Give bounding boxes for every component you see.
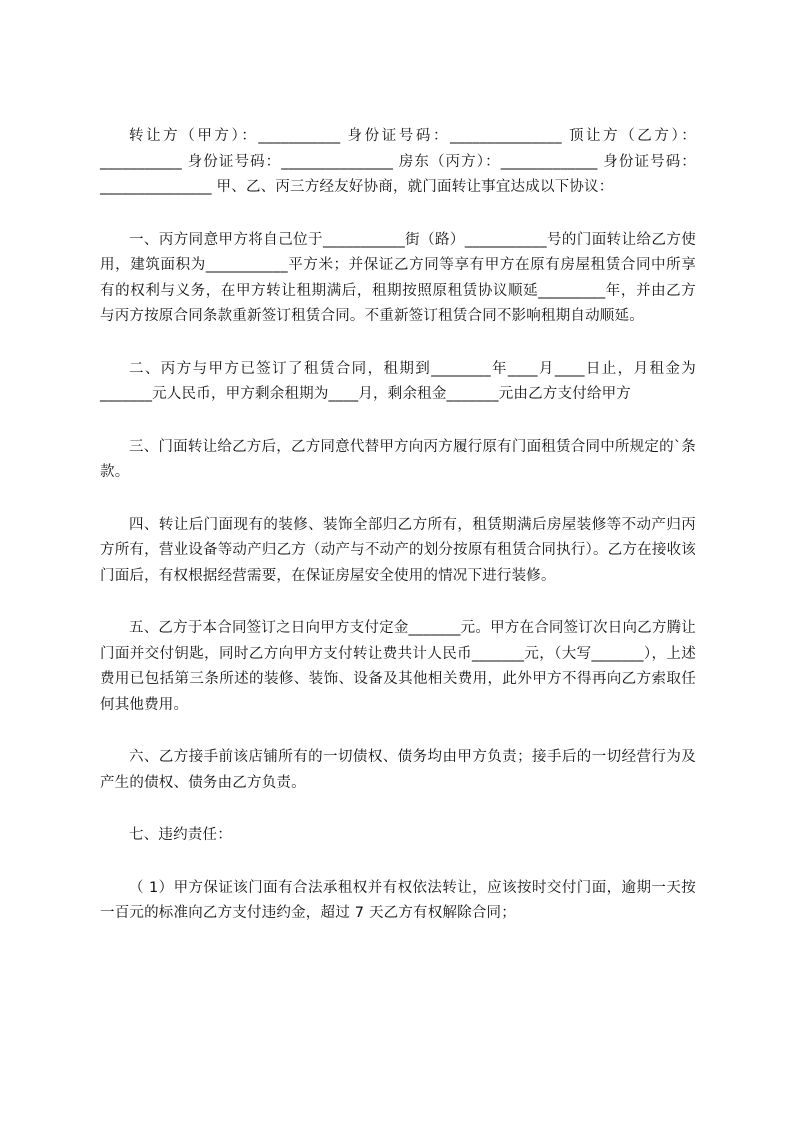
- parties-paragraph: 转让方（甲方）：___________ 身份证号码：_______________ 顶让方（乙方）：___________ 身份证号码：_______________ 房东（丙方）：_____________ 身份证号码：_______________ 甲、乙、丙三方经友好协商，就门面转让事宜达成以下协议：: [100, 128, 696, 195]
- clause-7-item-1: （ 1）甲方保证该门面有合法承租权并有权依法转让，应该按时交付门面，逾期一天按一百元的标准向乙方支付违约金，超过 7 天乙方有权解除合同；: [100, 879, 696, 921]
- clause-6: 六、乙方接手前该店铺所有的一切债权、债务均由甲方负责；接手后的一切经营行为及产生的债权、债务由乙方负责。: [100, 749, 696, 791]
- clause-2: 二、丙方与甲方已签订了租赁合同，租期到________年____月____日止，月租金为_______元人民币，甲方剩余租期为____月，剩余租金_______元由乙方支付给甲方: [100, 360, 696, 402]
- clause-3: 三、门面转让给乙方后，乙方同意代替甲方向丙方履行原有门面租赁合同中所规定的`条款。: [100, 438, 696, 480]
- clause-5: 五、乙方于本合同签订之日向甲方支付定金_______元。甲方在合同签订次日向乙方腾让门面并交付钥匙，同时乙方向甲方支付转让费共计人民币_______元，（大写_______），上述费用已包括第三条所述的装修、装饰、设备及其他相关费用，此外甲方不得再向乙方索取任何其他费用。: [100, 620, 696, 713]
- contract-body: [100, 124, 696, 927]
- clause-4: 四、转让后门面现有的装修、装饰全部归乙方所有，租赁期满后房屋装修等不动产归丙方所有，营业设备等动产归乙方（动产与不动产的划分按原有租赁合同执行）。乙方在接收该门面后，有权根据经营需要，在保证房屋安全使用的情况下进行装修。: [100, 516, 696, 584]
- clause-7-heading: 七、违约责任：: [129, 827, 232, 843]
- clause-1: 一、丙方同意甲方将自己位于___________街（路）___________号的门面转让给乙方使用，建筑面积为___________平方米；并保证乙方同等享有甲方在原有房屋租赁合同中所享有的权利与义务，在甲方转让租期满后，租期按照原租赁协议顺延_________年，并由乙方与丙方按原合同条款重新签订租赁合同。不重新签订租赁合同不影响租期自动顺延。: [100, 231, 696, 324]
